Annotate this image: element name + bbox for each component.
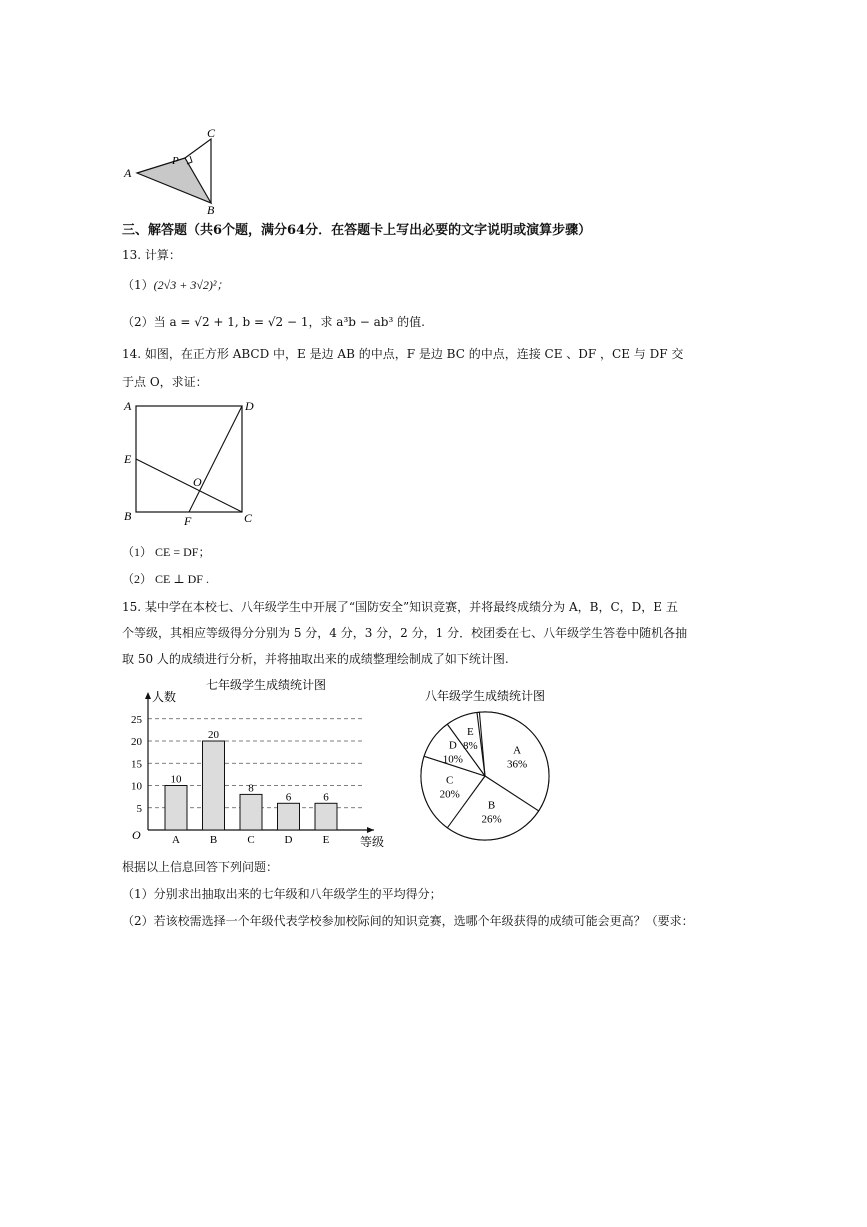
x-axis-arrow [367, 827, 374, 833]
bar-A [165, 786, 187, 831]
label-O: O [193, 475, 202, 489]
q15-line3: 取 50 人的成绩进行分析，并将抽取出来的成绩整理绘制成了如下统计图. [122, 652, 509, 666]
y-tick-label: 5 [136, 802, 142, 815]
pie-label-category: A [513, 744, 522, 757]
label-F: F [184, 514, 192, 528]
segment-ce [136, 459, 242, 512]
segment-df [189, 406, 242, 512]
bar-value-label: 6 [285, 791, 292, 804]
label-A: A [124, 399, 132, 413]
q13-part2-text: 当 a = √2 + 1, b = √2 − 1，求 a³b − ab³ 的值. [153, 315, 425, 329]
q13-part1 [122, 276, 229, 293]
pie-label-percent: 26% [481, 813, 502, 826]
label-P: P [172, 155, 179, 167]
q13-part1-expression: (2√3 + 3√2)²； [153, 278, 229, 292]
bar-value-label: 10 [170, 773, 182, 786]
x-tick-label: B [209, 834, 218, 846]
y-tick-label: 10 [131, 780, 142, 793]
q15-sub2: （2）若该校需选择一个年级代表学校参加校际间的知识竞赛，选哪个年级获得的成绩可能会更高？（要求： [122, 914, 694, 928]
pie-label-percent: 10% [442, 753, 463, 766]
bar-value-label: 6 [323, 791, 329, 804]
x-tick-label: E [322, 834, 330, 846]
pie-label-category: C [446, 774, 454, 787]
y-tick-label: 15 [131, 758, 142, 771]
pie-label-category: D [448, 739, 457, 752]
x-tick-label: A [172, 834, 180, 846]
origin-label: O [132, 828, 141, 842]
y-axis-label: 人数 [152, 690, 177, 704]
q15-line2: 个等级，其相应等级得分分别为 5 分，4 分，3 分，2 分，1 分．校团委在七、八年级学生答卷中随机各抽 [122, 626, 688, 640]
q14-stem-line2: 于点 O，求证： [122, 375, 208, 389]
q15-after: 根据以上信息回答下列问题： [122, 860, 279, 874]
label-B: B [207, 203, 215, 217]
x-tick-label: D [284, 834, 293, 846]
pie-label-percent: 20% [439, 788, 460, 801]
pie-label-category: E [467, 726, 474, 739]
y-tick-label: 20 [131, 736, 142, 748]
triangle-figure [120, 122, 230, 218]
grade7-bar-chart [118, 676, 398, 852]
q13-part2 [122, 313, 425, 330]
q15-line1: 15. 某中学在本校七、八年级学生中开展了“国防安全”知识竞赛，并将最终成绩分为 A，B，C，D，E 五 [122, 600, 678, 614]
chart-title: 八年级学生成绩统计图 [424, 689, 546, 703]
label-D: D [245, 399, 254, 413]
x-tick-label: C [247, 834, 255, 846]
chart-title: 七年级学生成绩统计图 [205, 678, 327, 692]
q15-sub1: （1）分别求出抽取出来的七年级和八年级学生的平均得分； [122, 887, 442, 901]
q13-part2-label: （2） [122, 315, 154, 329]
grade8-pie-chart [405, 686, 565, 850]
pie-label-percent: 36% [506, 758, 528, 771]
q13-stem: 13. 计算： [122, 248, 181, 262]
bar-D [278, 803, 300, 830]
label-E: E [124, 452, 132, 466]
bar-C [240, 794, 262, 830]
square-figure [120, 396, 260, 528]
label-C: C [207, 126, 216, 140]
square-abcd [136, 406, 242, 512]
x-axis-label: 等级 [360, 835, 385, 849]
y-tick-label: 25 [131, 713, 142, 726]
q14-stem-line1: 14. 如图，在正方形 ABCD 中，E 是边 AB 的中点，F 是边 BC 的中点，连接 CE 、DF ，CE 与 DF 交 [122, 347, 684, 361]
bar-value-label: 20 [208, 729, 219, 741]
q14-part1: （1） CE = DF； [122, 545, 211, 559]
pie-label-category: B [487, 799, 496, 812]
bar-value-label: 8 [248, 782, 254, 795]
bar-B [203, 741, 225, 830]
label-B: B [124, 509, 132, 523]
q14-part2: （2） CE ⊥ DF . [122, 572, 209, 586]
pie-label-percent: 8% [463, 740, 478, 753]
bar-E [315, 803, 337, 830]
label-A: A [124, 166, 132, 180]
section-title: 三、解答题（共6个题，满分64分．在答题卡上写出必要的文字说明或演算步骤） [122, 223, 592, 238]
label-C: C [244, 511, 253, 525]
y-axis-arrow [145, 692, 151, 699]
q13-part1-label: （1） [122, 278, 154, 292]
